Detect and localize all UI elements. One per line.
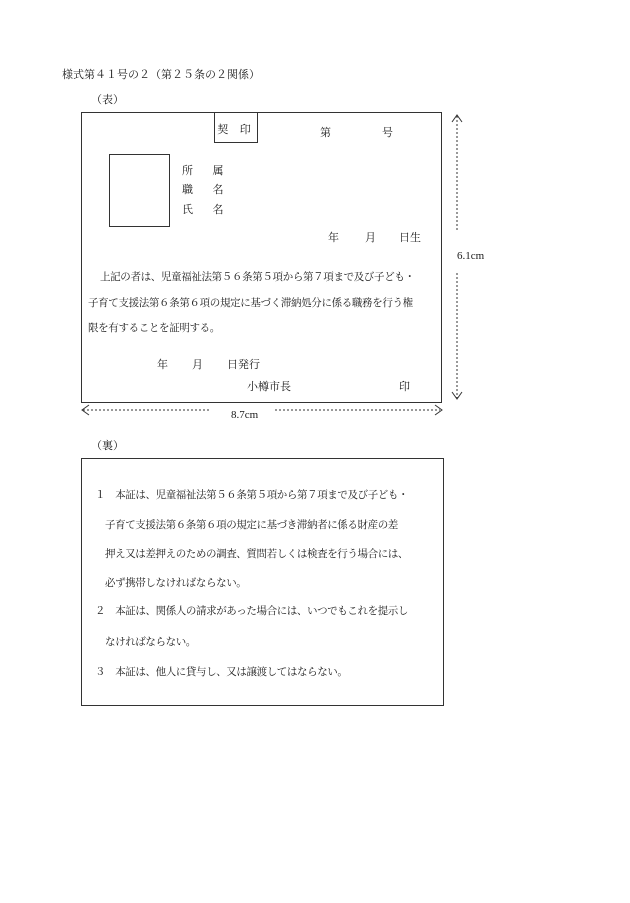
seal-box: 契 印 xyxy=(214,113,258,143)
field-position: 職 名 xyxy=(182,183,232,196)
certificate-back xyxy=(81,458,444,706)
statement-line-1: 上記の者は、児童福祉法第５６条第５項から第７項まで及び子ども・ xyxy=(100,271,415,283)
back-line-7: ３ 本証は、他人に貸与し、又は譲渡してはならない。 xyxy=(95,666,348,678)
front-side-label: （表） xyxy=(91,93,124,106)
form-title: 様式第４１号の２（第２５条の２関係） xyxy=(62,68,260,81)
field-affiliation: 所 属 xyxy=(182,164,232,177)
height-dimension-label: 6.1cm xyxy=(457,250,485,262)
photo-box xyxy=(109,154,170,227)
issue-year: 年 xyxy=(157,358,168,371)
width-dimension-label: 8.7cm xyxy=(231,409,259,421)
width-dimension-arrow xyxy=(80,404,444,416)
birth-year: 年 xyxy=(328,231,339,244)
back-line-6: なければならない。 xyxy=(105,636,196,648)
field-name: 氏 名 xyxy=(182,203,232,216)
issue-month: 月 xyxy=(192,358,203,371)
certificate-front xyxy=(81,112,442,403)
stamp-mark: 印 xyxy=(399,380,410,393)
back-line-3: 押え又は差押えのための調査、質問若しくは検査を行う場合には、 xyxy=(105,548,408,560)
birth-month: 月 xyxy=(365,231,376,244)
issue-day: 日発行 xyxy=(227,358,260,371)
back-line-5: ２ 本証は、関係人の請求があった場合には、いつでもこれを提示し xyxy=(95,605,408,617)
birth-day: 日生 xyxy=(399,231,421,244)
back-line-4: 必ず携帯しなければならない。 xyxy=(105,577,247,589)
statement-line-2: 子育て支援法第６条第６項の規定に基づく滞納処分に係る職務を行う権 xyxy=(88,297,413,309)
statement-line-3: 限を有することを証明する。 xyxy=(88,322,220,334)
issuer-name: 小樽市長 xyxy=(247,380,291,393)
back-line-2: 子育て支援法第６条第６項の規定に基づき滞納者に係る財産の差 xyxy=(105,519,398,531)
number-suffix: 号 xyxy=(382,126,393,139)
back-side-label: （裏） xyxy=(91,439,124,452)
back-line-1: １ 本証は、児童福祉法第５６条第５項から第７項まで及び子ども・ xyxy=(95,489,409,501)
number-prefix: 第 xyxy=(320,126,331,139)
